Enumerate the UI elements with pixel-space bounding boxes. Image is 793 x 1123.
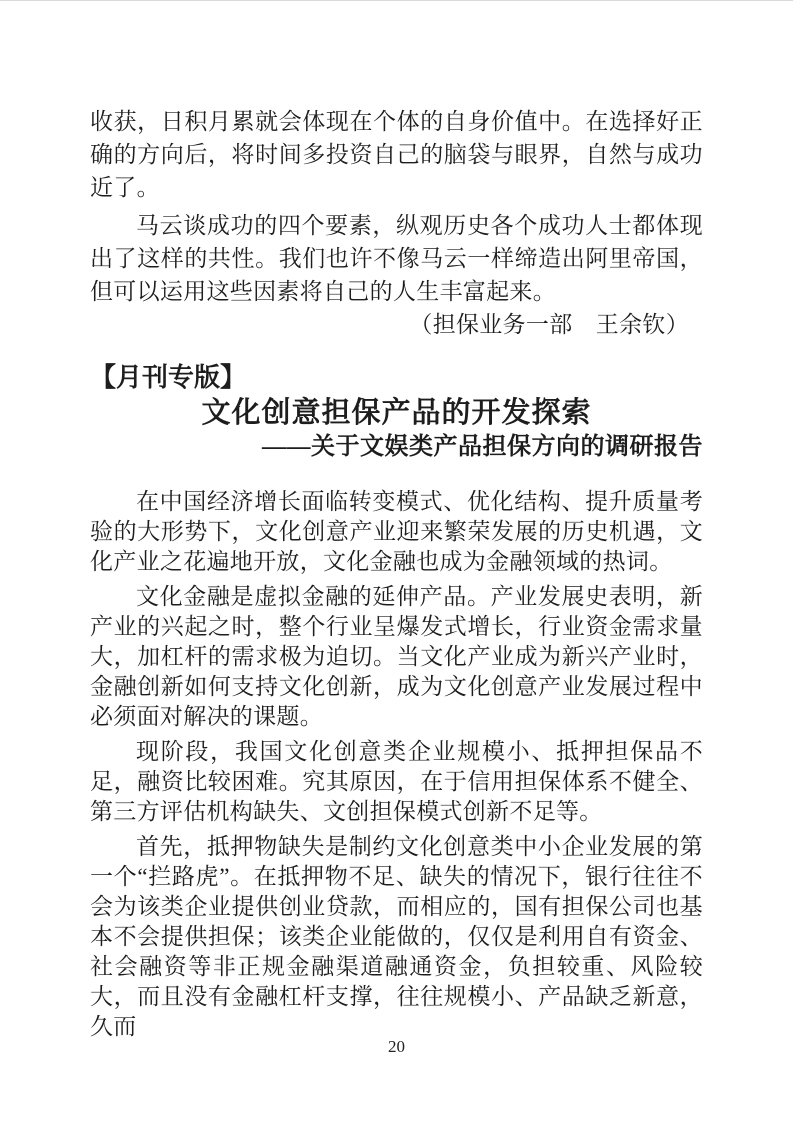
essay-paragraph-continued: 收获，日积月累就会体现在个体的自身价值中。在选择好正确的方向后，将时间多投资自己的脑袋与眼界，自然与成功近了。 [90,109,703,200]
page-footer [0,1037,793,1057]
essay-paragraph: 马云谈成功的四个要素，纵观历史各个成功人士都体现出了这样的共性。我们也许不像马云一样缔造出阿里帝国，但可以运用这些因素将自己的人生丰富起来。 [90,213,703,304]
monthly-feature-section [90,361,703,1042]
essay-ending-section [90,105,703,341]
author-attribution: （担保业务一部 王余钦） [409,312,689,337]
feature-paragraph-3: 现阶段，我国文化创意类企业规模小、抵押担保品不足，融资比较困难。究其原因，在于信用担保体系不健全、第三方评估机构缺失、文创担保模式创新不足等。 [90,739,703,824]
page-content [90,105,703,1042]
article-title: 文化创意担保产品的开发探索 [201,397,592,429]
feature-paragraph-4: 首先，抵押物缺失是制约文化创意类中小企业发展的第一个“拦路虎”。在抵押物不足、缺失的情况下，银行往往不会为该类企业提供创业贷款，而相应的，国有担保公司也基本不会提供担保；该类企业能做的，仅仅是利用自有资金、社会融资等非正规金融渠道融通资金，负担较重、风险较大，而且没有金融杠杆支撑，往往规模小、产品缺乏新意，久而 [90,834,703,1039]
page-number: 20 [388,1037,405,1056]
article-subtitle: ——关于文娱类产品担保方向的调研报告 [262,434,703,460]
feature-paragraph-1: 在中国经济增长面临转变模式、优化结构、提升质量考验的大形势下，文化创意产业迎来繁荣发展的历史机遇，文化产业之花遍地开放，文化金融也成为金融领域的热词。 [90,489,703,574]
feature-paragraph-2: 文化金融是虚拟金融的延伸产品。产业发展史表明，新产业的兴起之时，整个行业呈爆发式增长，行业资金需求量大，加杠杆的需求极为迫切。当文化产业成为新兴产业时，金融创新如何支持文化创新，成为文化创意产业发展过程中必须面对解决的课题。 [90,584,703,729]
section-label: 【月刊专版】 [90,363,247,392]
